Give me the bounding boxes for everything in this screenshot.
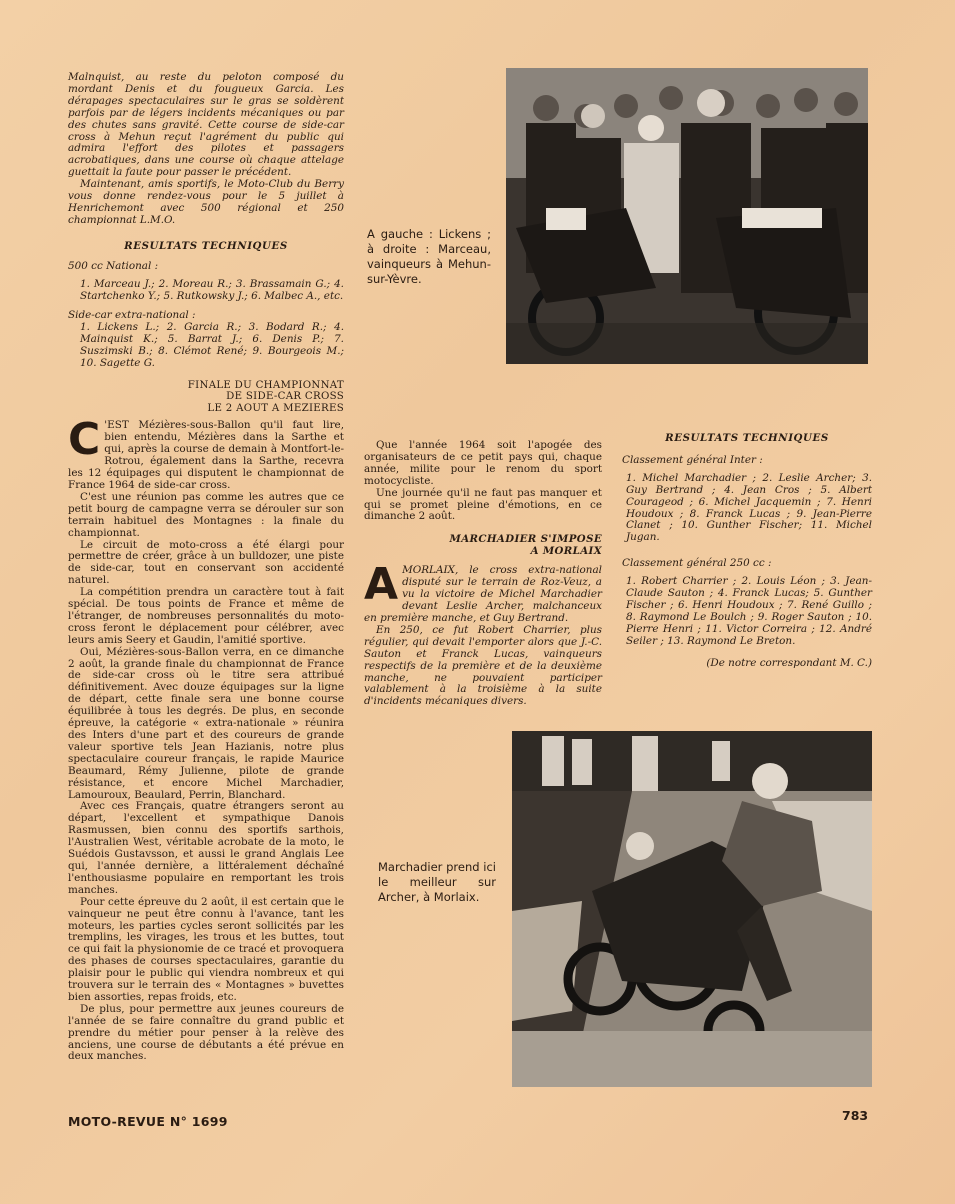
results-500-text: 1. Marceau J.; 2. Moreau R.; 3. Brassamain G.; 4. Startchenko Y.; 5. Rutkowsky J.; 6. Malbec A., etc. <box>80 277 344 302</box>
race-photo-drawing <box>512 731 872 1087</box>
results-heading: RESULTATS TECHNIQUES <box>124 239 288 252</box>
results-sidecar-text: 1. Lickens L.; 2. Garcia R.; 3. Bodard R.; 4. Mainquist K.; 5. Barrat J.; 6. Denis P.; 7. Suszimski B.; 8. Clémot René; 9. Bourgeois M.; 10. Sagette G. <box>80 321 344 370</box>
middle-paragraph: Une journée qu'il ne faut pas manquer et qui se promet pleine d'émotions, en ce dimanche 2 août. <box>364 486 602 523</box>
top-photo-caption: A gauche : Lickens ; à droite : Marceau, vainqueurs à Mehun-sur-Yèvre. <box>367 227 491 286</box>
finale-paragraph: La compétition prendra un caractère tout à fait spécial. De tous points de France et même de l'étranger, de nombreuses personnalités du moto-cross feront le déplacement pour célébrer, avec leurs amis Seery et Gaudin, l'amitié sportive. <box>68 586 344 646</box>
finale-paragraph: C'est une réunion pas comme les autres que ce petit bourg de campagne verra se dérouler sur son terrain habituel des Montagnes : la finale du championnat. <box>68 490 344 539</box>
finale-paragraph: Le circuit de moto-cross a été élargi pour permettre de créer, grâce à un bulldozer, une piste de side-car, tout en conservant son accidenté naturel. <box>68 538 344 587</box>
invite-paragraph: Maintenant, amis sportifs, le Moto-Club du Berry vous donne rendez-vous pour le 5 juillet à Henrichemont avec 500 régional et 250 championnat L.M.O. <box>68 178 344 226</box>
c250-label: Classement général 250 cc : <box>622 557 772 570</box>
finale-paragraph: Pour cette épreuve du 2 août, il est certain que le vainqueur ne peut être connu à l'avance, tant les moteurs, les parties cycles seront sollicités par les tremplins, les virages, les trous et les buttes, tout ce qui fait la physionomie de ce tracé et provoquera des phases de courses spectaculaires, garantie du plaisir pour le public qui viendra nombreux et qui trouvera sur le terrain des « Montagnes » buvettes bien assorties, repas froids, etc. <box>68 895 344 1003</box>
race-photo <box>512 731 872 1087</box>
results-heading: RESULTATS TECHNIQUES <box>665 432 829 444</box>
page-number: 783 <box>842 1108 869 1123</box>
finale-paragraph: Oui, Mézières-sous-Ballon verra, en ce dimanche 2 août, la grande finale du championnat de France de side-car cross où le titre sera attribué définitivement. Avec douze équipages sur la ligne de départ, cette finale sera une bonne course équilibrée à tous les degrés. De plus, en seconde épreuve, la catégorie « extra-nationale » réunira des Inters d'une part et des coureurs de grande valeur sportive tels Jean Hazianis, notre plus spectaculaire coureur français, le rapide Maurice Beaumard, Rémy Julienne, pilote de grande résistance, et encore Michel Marchadier, Lamouroux, Beaulard, Perrin, Blanchard. <box>68 645 344 801</box>
results-500-label: 500 cc National : <box>68 259 159 272</box>
finale-paragraph: Avec ces Français, quatre étrangers seront au départ, l'excellent et sympathique Danois Rasmussen, bien connu des sportifs sarthois, l'Australien West, véritable acrobate de la moto, le Suédois Gustavsson, et aussi le grand Anglais Lee qui, l'année dernière, a littéralement déchaîné l'enthousiasme populaire en remportant les trois manches. <box>68 800 344 896</box>
intro-paragraph: Malnquist, au reste du peloton composé du mordant Denis et du fougueux Garcia. Les dérapages spectaculaires sur le gras se soldèrent parfois par de légers incidents mécaniques ou par des chutes sans gravité. Cette course de side-car cross à Mehun reçut l'agrément du public qui admira l'effort des pilotes et passagers acrobatiques, dans une course où chaque attelage guettait la faute pour passer le précédent. <box>68 71 344 179</box>
morlaix-heading-line: MARCHADIER S'IMPOSE <box>449 533 602 546</box>
finale-heading-line: DE SIDE-CAR CROSS <box>226 391 344 403</box>
c250-results: 1. Robert Charrier ; 2. Louis Léon ; 3. Jean-Claude Sauton ; 4. Franck Lucas; 5. Gunther Fischer ; 6. Henri Houdoux ; 7. René Guillo ; 8. Raymond Le Boulch ; 9. Roger Sauton ; 10. Pierre Henri ; 11. Victor Correira ; 12. André Seiler ; 13. Raymond Le Breton. <box>626 575 872 647</box>
finale-heading-line: LE 2 AOUT A MEZIERES <box>207 402 344 414</box>
left-column <box>68 72 344 1063</box>
finale-paragraph: De plus, pour permettre aux jeunes coureurs de l'année de se faire connaître du grand public et prendre du métier pour penser à la relève des anciens, une course de débutants a été prévue en deux manches. <box>68 1002 344 1063</box>
drop-cap: C <box>68 414 101 466</box>
podium-photo <box>506 68 868 364</box>
morlaix-paragraph: MORLAIX, le cross extra-national disputé sur le terrain de Roz-Veuz, a vu la victoire de Michel Marchadier devant Leslie Archer, malchanceux en première manche, et Guy Bertrand. <box>364 564 602 624</box>
finale-paragraph: 'EST Mézières-sous-Ballon qu'il faut lire, bien entendu, Mézières dans la Sarthe et qui, après la course de demain à Montfort-le-Rotrou, également dans la Sarthe, recevra les 12 équipages qui disputent le championnat de France 1964 de side-car cross. <box>68 419 344 491</box>
bottom-photo-caption: Marchadier prend ici le meilleur sur Archer, à Morlaix. <box>378 860 496 904</box>
middle-column <box>364 440 602 708</box>
drop-cap: A <box>364 559 399 611</box>
finale-heading-line: FINALE DU CHAMPIONNAT <box>187 379 344 391</box>
middle-paragraph: Que l'année 1964 soit l'apogée des organisateurs de ce petit pays qui, chaque année, milite pour le renom du sport motocycliste. <box>364 439 602 487</box>
right-column <box>622 433 872 670</box>
morlaix-heading <box>364 533 602 557</box>
finale-heading <box>68 380 344 415</box>
inter-results: 1. Michel Marchadier ; 2. Leslie Archer; 3. Guy Bertrand ; 4. Jean Cros ; 5. Albert Courageod ; 6. Michel Jacquemin ; 7. Henri Houdoux ; 8. Franck Lucas ; 9. Jean-Pierre Clanet ; 10. Gunther Fischer; 11. Michel Jugan. <box>626 471 872 544</box>
correspondent-credit: (De notre correspondant M. C.) <box>706 656 872 669</box>
magazine-issue: MOTO-REVUE N° 1699 <box>68 1114 228 1129</box>
inter-label: Classement général Inter : <box>622 453 763 466</box>
results-sidecar-label: Side-car extra-national : <box>68 309 196 322</box>
morlaix-paragraph: En 250, ce fut Robert Charrier, plus régulier, qui devait l'emporter alors que J.-C. Sauton et Franck Lucas, vainqueurs respectifs de la première et de la deuxième manche, ne pouvaient participer valablement à la troisième à la suite d'incidents mécaniques divers. <box>364 623 602 708</box>
morlaix-heading-line: A MORLAIX <box>530 545 602 558</box>
podium-photo-drawing <box>506 68 868 364</box>
